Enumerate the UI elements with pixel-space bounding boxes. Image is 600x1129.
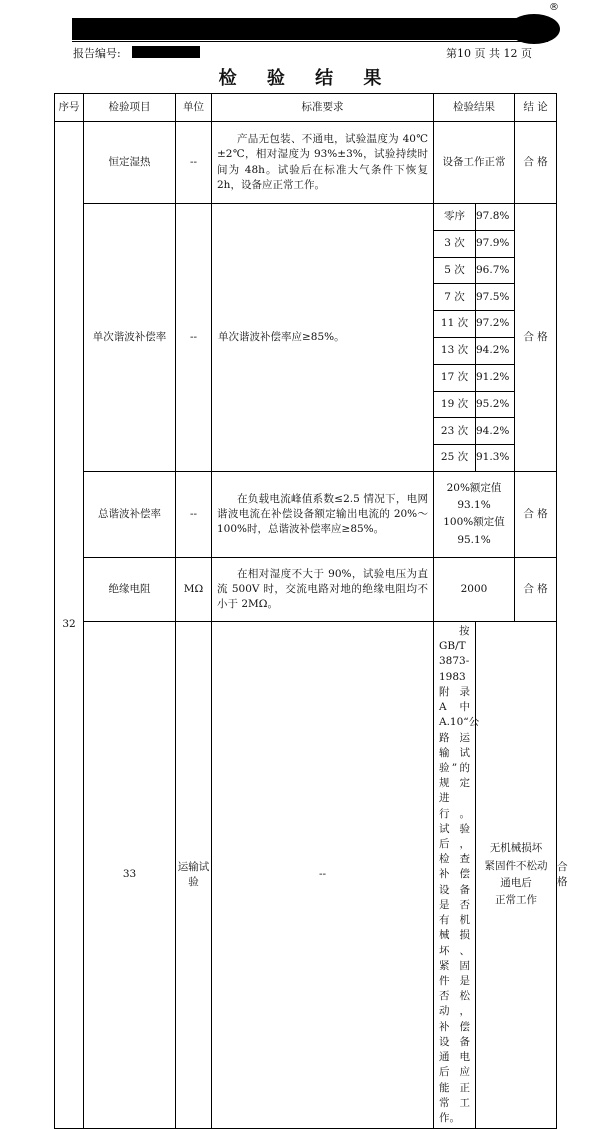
harmonic-order: 23 次: [434, 418, 476, 445]
page-title: 检 验 结 果: [218, 68, 394, 89]
harmonic-value: 91.2%: [476, 364, 515, 391]
item-conclusion: 合 格: [515, 204, 557, 472]
result-line: 紧固件不松动: [484, 859, 548, 872]
result-line: 通电后: [500, 877, 532, 890]
item-requirement: 单次谐波补偿率应≥85%。: [212, 204, 434, 472]
harmonic-value: 95.2%: [476, 391, 515, 418]
col-header-unit: 单位: [176, 94, 212, 122]
table-row: [55, 557, 557, 621]
item-unit: --: [176, 204, 212, 472]
harmonic-value: 94.2%: [476, 337, 515, 364]
logo-redaction: [508, 14, 560, 44]
col-header-result: 检验结果: [434, 94, 515, 122]
item-name: 单次谐波补偿率: [84, 204, 176, 472]
harmonic-order: 19 次: [434, 391, 476, 418]
col-header-conclusion: 结 论: [515, 94, 557, 122]
harmonic-value: 97.2%: [476, 311, 515, 338]
item-name: 恒定湿热: [84, 122, 176, 204]
result-line: 100%额定值: [443, 516, 505, 529]
result-line: 93.1%: [457, 499, 491, 512]
item-unit: --: [212, 621, 434, 1128]
harmonic-value: 94.2%: [476, 418, 515, 445]
item-result: 2000: [434, 557, 515, 621]
item-requirement: 在负载电流峰值系数≤2.5 情况下，电网谐波电流在补偿设备额定输出电流的 20%～100%时，总谐波补偿率应≥85%。: [212, 471, 434, 557]
page-info: 第10 页 共 12 页: [446, 47, 532, 60]
item-result: 设备工作正常: [434, 122, 515, 204]
harmonic-order: 13 次: [434, 337, 476, 364]
table-row: 33 运输试验 -- 按 GB/T 3873-1983 附录 A 中 A.10“公路运输试验”的规定进行。试验后，检查补偿设备是否有机械损坏、紧固件是否松动，补偿设备通电后应能正常工作。 无机械损坏 紧固件不松动 通电后 正常工作 合 格: [55, 621, 557, 1128]
item-unit: MΩ: [176, 557, 212, 621]
results-table: [54, 93, 568, 1129]
item-requirement: 产品无包装、不通电，试验温度为 40℃±2℃，相对湿度为 93%±3%，试验持续时间为 48h。试验后在标准大气条件下恢复 2h，设备应正常工作。: [212, 122, 434, 204]
col-header-item: 检验项目: [84, 94, 176, 122]
result-line: 95.1%: [457, 533, 491, 546]
item-requirement: 在相对湿度不大于 90%，试验电压为直流 500V 时，交流电路对地的绝缘电阻均不小于 2MΩ。: [212, 557, 434, 621]
item-conclusion: 合 格: [515, 122, 557, 204]
item-result: [434, 471, 515, 557]
result-line: 20%额定值: [446, 481, 502, 494]
col-header-requirement: 标准要求: [212, 94, 434, 122]
table-row: [55, 471, 557, 557]
item-conclusion: 合 格: [515, 471, 557, 557]
table-row: [55, 122, 557, 204]
table-row: [55, 204, 557, 231]
harmonic-order: 17 次: [434, 364, 476, 391]
item-requirement: 按 GB/T 3873-1983 附录 A 中 A.10“公路运输试验”的规定进行。试验后，检查补偿设备是否有机械损坏、紧固件是否松动，补偿设备通电后应能正常工作。: [434, 621, 476, 1128]
harmonic-value: 97.9%: [476, 230, 515, 257]
harmonic-order: 3 次: [434, 230, 476, 257]
item-unit: --: [176, 122, 212, 204]
harmonic-value: 91.3%: [476, 445, 515, 472]
item-unit: --: [176, 471, 212, 557]
harmonic-order: 11 次: [434, 311, 476, 338]
item-name: 绝缘电阻: [84, 557, 176, 621]
harmonic-value: 96.7%: [476, 257, 515, 284]
harmonic-order: 5 次: [434, 257, 476, 284]
col-header-no: 序号: [55, 94, 84, 122]
row-number: 33: [84, 621, 176, 1128]
registered-mark: ®: [549, 2, 559, 13]
result-line: 无机械损坏: [489, 842, 543, 855]
header-rule: [72, 41, 548, 42]
item-name: 运输试验: [176, 621, 212, 1128]
harmonic-order: 7 次: [434, 284, 476, 311]
harmonic-value: 97.5%: [476, 284, 515, 311]
harmonic-order: 零序: [434, 204, 476, 231]
header-redaction: [72, 18, 527, 40]
harmonic-value: 97.8%: [476, 204, 515, 231]
item-result: [476, 621, 557, 1128]
report-number-redaction: [132, 46, 200, 58]
result-line: 正常工作: [495, 894, 537, 907]
harmonic-order: 25 次: [434, 445, 476, 472]
report-number-label: 报告编号:: [73, 47, 121, 60]
item-conclusion: 合 格: [515, 557, 557, 621]
table-header-row: [55, 94, 557, 122]
row-number: 32: [55, 122, 84, 1129]
item-name: 总谐波补偿率: [84, 471, 176, 557]
